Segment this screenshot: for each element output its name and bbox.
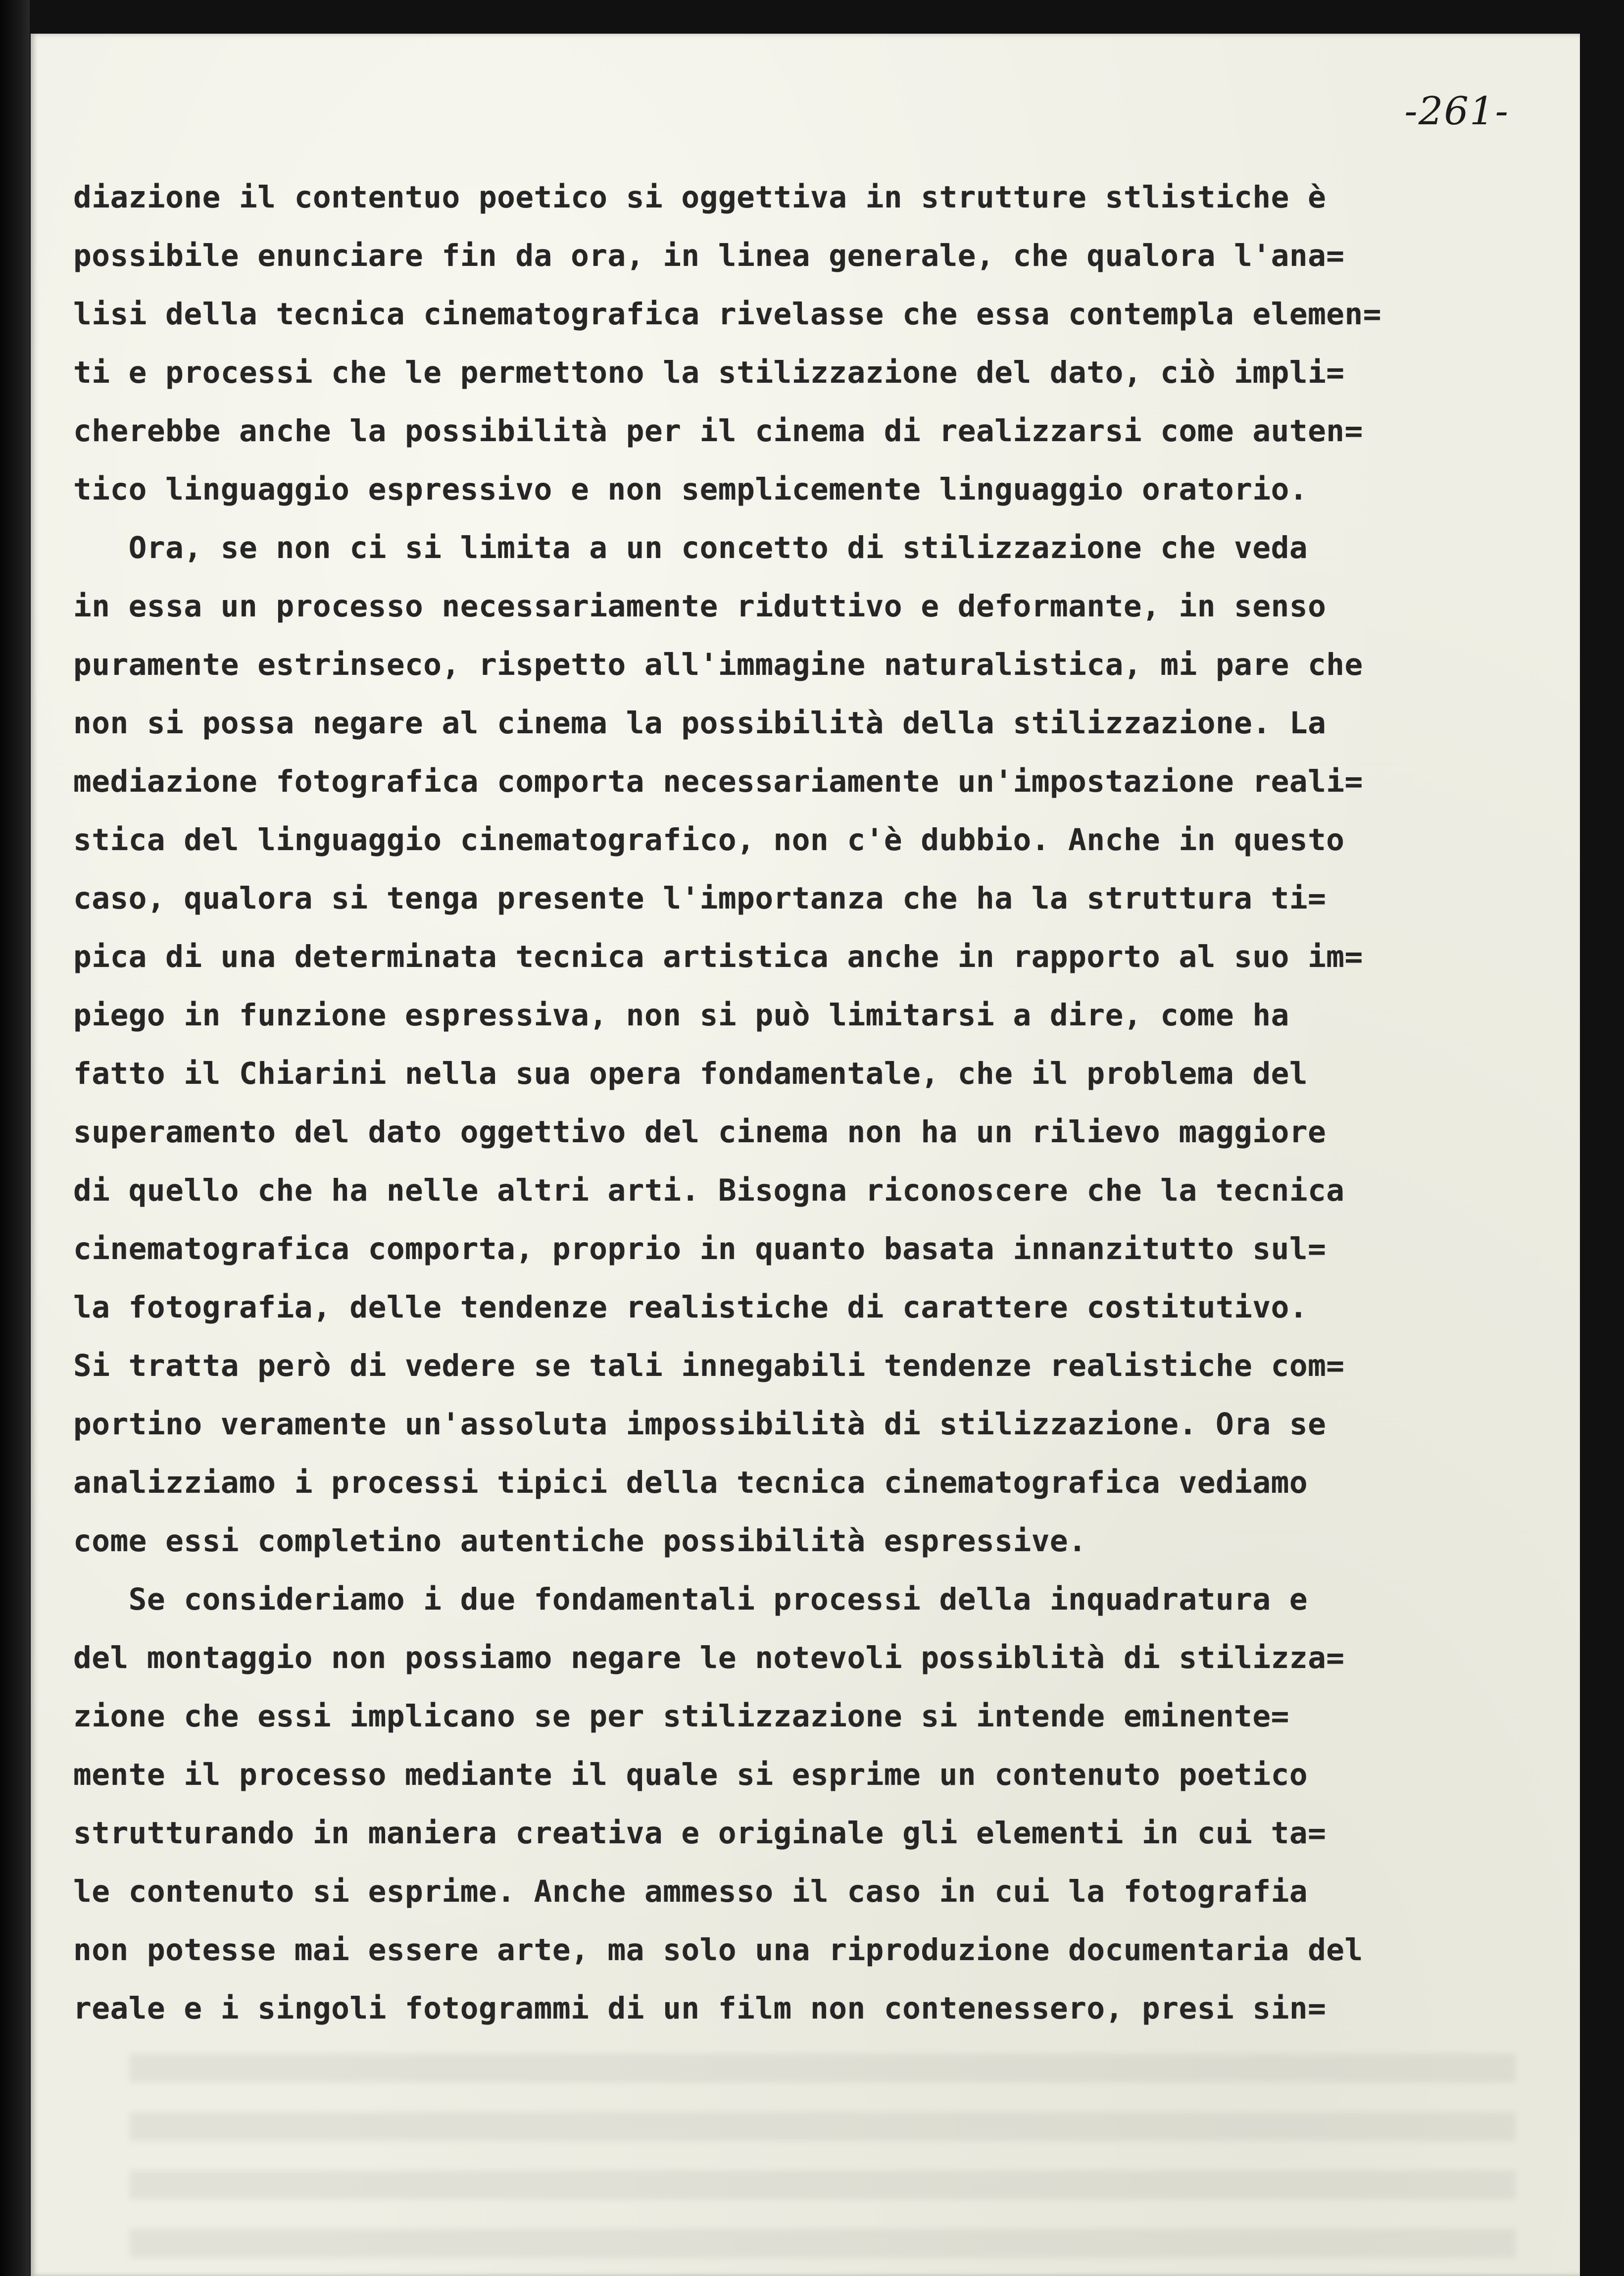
text-line: mediazione fotografica comporta necessariamente un'impostazione reali= (73, 764, 1363, 799)
text-line: piego in funzione espressiva, non si può limitarsi a dire, come ha (73, 998, 1289, 1033)
text-line: Ora, se non ci si limita a un concetto di stilizzazione che veda (73, 530, 1308, 565)
text-line: reale e i singoli fotogrammi di un film non contenessero, presi sin= (73, 1991, 1327, 2026)
show-through-bleed (130, 2054, 1516, 2262)
text-line: Se consideriamo i due fondamentali processi della inquadratura e (73, 1582, 1308, 1617)
text-line: strutturando in maniera creativa e originale gli elementi in cui ta= (73, 1816, 1327, 1851)
text-line: non si possa negare al cinema la possibilità della stilizzazione. La (73, 706, 1327, 741)
typescript-body (73, 168, 1548, 2038)
text-line: in essa un processo necessariamente riduttivo e deformante, in senso (73, 589, 1327, 624)
text-line: zione che essi implicano se per stilizzazione si intende eminente= (73, 1699, 1289, 1734)
text-line: pica di una determinata tecnica artistica anche in rapporto al suo im= (73, 939, 1363, 974)
text-line: portino veramente un'assoluta impossibilità di stilizzazione. Ora se (73, 1407, 1327, 1442)
text-line: non potesse mai essere arte, ma solo una riproduzione documentaria del (73, 1932, 1363, 1968)
text-line: stica del linguaggio cinematografico, non c'è dubbio. Anche in questo (73, 822, 1345, 858)
text-line: analizziamo i processi tipici della tecnica cinematografica vediamo (73, 1465, 1308, 1500)
text-line: superamento del dato oggettivo del cinema non ha un rilievo maggiore (73, 1114, 1327, 1150)
text-line: Si tratta però di vedere se tali innegabili tendenze realistiche com= (73, 1348, 1345, 1383)
text-line: puramente estrinseco, rispetto all'immagine naturalistica, mi pare che (73, 647, 1363, 682)
text-line: di quello che ha nelle altri arti. Bisogna riconoscere che la tecnica (73, 1173, 1345, 1208)
text-line: tico linguaggio espressivo e non semplicemente linguaggio oratorio. (73, 472, 1308, 507)
text-line: ti e processi che le permettono la stilizzazione del dato, ciò impli= (73, 355, 1345, 390)
text-line: mente il processo mediante il quale si esprime un contenuto poetico (73, 1757, 1308, 1792)
text-line: diazione il contentuo poetico si oggettiva in strutture stlistiche è (73, 180, 1327, 215)
text-line: del montaggio non possiamo negare le notevoli possiblità di stilizza= (73, 1640, 1345, 1675)
text-line: lisi della tecnica cinematografica rivelasse che essa contempla elemen= (73, 297, 1381, 332)
text-line: caso, qualora si tenga presente l'importanza che ha la struttura ti= (73, 881, 1327, 916)
binding-edge (0, 0, 30, 2276)
text-line: fatto il Chiarini nella sua opera fondamentale, che il problema del (73, 1056, 1308, 1091)
text-line: le contenuto si esprime. Anche ammesso il caso in cui la fotografia (73, 1874, 1308, 1909)
page-number: -261- (1404, 89, 1509, 134)
text-line: come essi completino autentiche possibilità espressive. (73, 1523, 1087, 1559)
text-line: cherebbe anche la possibilità per il cinema di realizzarsi come auten= (73, 413, 1363, 449)
text-line: possibile enunciare fin da ora, in linea generale, che qualora l'ana= (73, 238, 1345, 273)
text-line: la fotografia, delle tendenze realistiche di carattere costitutivo. (73, 1290, 1308, 1325)
text-line: cinematografica comporta, proprio in quanto basata innanzitutto sul= (73, 1231, 1327, 1266)
